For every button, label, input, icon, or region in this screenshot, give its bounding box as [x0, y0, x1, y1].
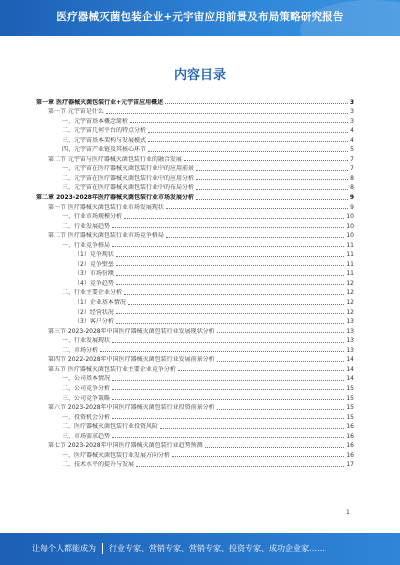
toc-entry-page: 15 [346, 384, 354, 392]
toc-entry-page: 8 [350, 174, 354, 182]
toc-leader-dots [112, 437, 344, 438]
toc-entry[interactable] [36, 306, 354, 316]
toc-entry-label: 第一节 元宇宙是什么 [48, 108, 104, 116]
toc-heading: 内容目录 [173, 68, 226, 83]
toc-leader-dots [184, 160, 348, 161]
toc-entry-page: 11 [346, 251, 354, 259]
toc-entry[interactable] [36, 335, 354, 345]
toc-entry-page: 13 [346, 327, 354, 335]
toc-entry-page: 15 [346, 404, 354, 412]
toc-entry[interactable] [36, 201, 354, 211]
toc-leader-dots [112, 227, 344, 228]
toc-leader-dots [112, 380, 344, 381]
toc-entry[interactable] [36, 134, 354, 144]
toc-leader-dots [217, 409, 345, 410]
toc-entry[interactable] [36, 220, 354, 230]
toc-entry[interactable] [36, 363, 354, 373]
toc-entry-label: 三、公司竞争策略 [62, 394, 111, 402]
toc-entry-label: 二、行业发展趋势 [62, 222, 111, 230]
toc-entry-label: 一、行业市场规模分析 [62, 213, 123, 221]
report-footer [0, 533, 400, 565]
footer-slogan [32, 543, 325, 554]
report-header [0, 0, 400, 36]
toc-entry-label: 二、行业主要企业分析 [62, 289, 123, 297]
toc-entry-page: 11 [346, 270, 354, 278]
toc-entry-page: 3 [350, 117, 354, 125]
toc-leader-dots [116, 256, 345, 257]
toc-leader-dots [116, 323, 345, 324]
toc-leader-dots [130, 122, 348, 123]
toc-entry-page: 12 [346, 308, 354, 316]
toc-entry-page: 9 [350, 203, 354, 211]
toc-entry[interactable] [36, 230, 354, 240]
toc-entry[interactable] [36, 153, 354, 163]
footer-divider [102, 543, 103, 554]
toc-entry-label: 第三节 2023-2028年中国医疗器械灭菌包装行业发展现状分析 [48, 327, 215, 335]
toc-leader-dots [196, 199, 348, 200]
toc-entry-label: 一、公司基本情况 [62, 375, 111, 383]
toc-entry[interactable] [36, 373, 354, 383]
toc-entry-page: 14 [346, 365, 354, 373]
toc-entry[interactable] [36, 421, 354, 431]
toc-entry-page: 15 [346, 413, 354, 421]
toc-entry-label: 一、投资机会分析 [62, 413, 111, 421]
footer-slogan-text: 行业专家、营销专家、营销专家、投资专家、成功企业家…… [109, 544, 325, 553]
toc-entry-page: 11 [346, 260, 354, 268]
toc-entry-page: 10 [346, 232, 354, 240]
toc-entry[interactable] [36, 382, 354, 392]
toc-entry[interactable] [36, 316, 354, 326]
toc-leader-dots [166, 237, 344, 238]
toc-entry-label: 第四节 2022-2028年中国医疗器械灭菌包装行业发展前景分析 [48, 356, 215, 364]
toc-entry[interactable] [36, 106, 354, 116]
toc-leader-dots [112, 342, 344, 343]
toc-entry-page: 11 [346, 241, 354, 249]
toc-leader-dots [116, 265, 345, 266]
toc-entry[interactable] [36, 344, 354, 354]
toc-entry[interactable] [36, 411, 354, 421]
toc-leader-dots [136, 466, 344, 467]
toc-entry-label: 二、市场分析 [62, 346, 99, 354]
toc-entry-label: 第一章 医疗器械灭菌包装行业+元宇宙应用概述 [36, 98, 164, 106]
toc-entry[interactable] [36, 287, 354, 297]
toc-leader-dots [112, 399, 344, 400]
toc-leader-dots [112, 418, 344, 419]
toc-entry-label: 第五节 医疗器械灭菌包装行业主要企业竞争分析 [48, 365, 176, 373]
toc-leader-dots [116, 313, 345, 314]
toc-entry[interactable] [36, 125, 354, 135]
table-of-contents [36, 96, 354, 468]
toc-entry[interactable] [36, 182, 354, 192]
toc-leader-dots [116, 284, 345, 285]
toc-entry-label: 第二节 医疗器械灭菌包装行业市场竞争格局 [48, 232, 164, 240]
toc-leader-dots [124, 294, 344, 295]
toc-entry-page: 12 [346, 289, 354, 297]
toc-leader-dots [124, 218, 344, 219]
toc-entry-page: 12 [346, 279, 354, 287]
toc-leader-dots [160, 428, 344, 429]
toc-leader-dots [196, 179, 348, 180]
toc-entry-page: 13 [346, 318, 354, 326]
toc-entry-page: 16 [346, 451, 354, 459]
toc-entry[interactable] [36, 296, 354, 306]
toc-entry[interactable] [36, 325, 354, 335]
toc-entry-label: 第二章 2023-2028年医疗器械灭菌包装行业市场发展分析 [36, 194, 194, 202]
toc-entry-label: 二、元宇宙在医疗器械灭菌包装行业中的应用分析 [62, 174, 195, 182]
toc-entry-page: 13 [346, 337, 354, 345]
toc-entry-label: 第六节 2023-2028年中国医疗器械灭菌包装行业投资前景分析 [48, 404, 215, 412]
toc-leader-dots [217, 332, 345, 333]
toc-entry-label: 二、元宇宙几何平台的特点分析 [62, 127, 147, 135]
toc-leader-dots [196, 189, 348, 190]
toc-leader-dots [196, 170, 348, 171]
toc-entry[interactable] [36, 392, 354, 402]
toc-entry[interactable] [36, 115, 354, 125]
toc-entry-label: 三、市场需求趋势 [62, 432, 111, 440]
toc-entry-page: 14 [346, 356, 354, 364]
toc-entry[interactable] [36, 191, 354, 201]
toc-entry-label: （1）竞争现状 [74, 251, 114, 259]
toc-entry-page: 17 [346, 461, 354, 469]
toc-leader-dots [148, 141, 348, 142]
toc-leader-dots [172, 456, 344, 457]
toc-entry-page: 13 [346, 346, 354, 354]
toc-entry[interactable] [36, 211, 354, 221]
toc-entry-label: （2）竞争壁垒 [74, 260, 114, 268]
toc-entry-page: 10 [346, 222, 354, 230]
toc-entry-page: 10 [346, 213, 354, 221]
toc-leader-dots [205, 447, 345, 448]
toc-leader-dots [112, 389, 344, 390]
toc-entry-label: 三、元宇宙基本架构与发展模式 [62, 136, 147, 144]
toc-entry-page: 3 [350, 108, 354, 116]
toc-entry[interactable] [36, 449, 354, 459]
toc-entry-page: 15 [346, 394, 354, 402]
toc-entry-page: 16 [346, 432, 354, 440]
toc-leader-dots [217, 361, 345, 362]
toc-leader-dots [166, 208, 348, 209]
toc-leader-dots [165, 103, 348, 104]
toc-entry-page: 16 [346, 423, 354, 431]
toc-entry[interactable] [36, 430, 354, 440]
page-number: 1 [346, 509, 350, 516]
toc-entry-page: 5 [350, 146, 354, 154]
toc-entry[interactable] [36, 354, 354, 364]
toc-entry[interactable] [36, 402, 354, 412]
toc-entry-page: 8 [350, 184, 354, 192]
toc-entry-label: （2）经营状况 [74, 308, 114, 316]
toc-entry-label: 二、公司竞争分析 [62, 384, 111, 392]
toc-entry-label: 三、元宇宙在医疗器械灭菌包装行业中的布局分析 [62, 184, 195, 192]
toc-entry-label: 一、元宇宙基本概念简析 [62, 117, 129, 125]
toc-entry[interactable] [36, 440, 354, 450]
toc-entry[interactable] [36, 268, 354, 278]
toc-leader-dots [112, 246, 344, 247]
toc-entry-label: （4）竞争趋势 [74, 279, 114, 287]
toc-entry-page: 7 [350, 155, 354, 163]
toc-entry[interactable] [36, 277, 354, 287]
toc-entry-page: 14 [346, 375, 354, 383]
toc-leader-dots [178, 370, 344, 371]
toc-entry-label: 二、医疗器械灭菌包装行业投资风险 [62, 423, 159, 431]
toc-entry-label: 二、技术水平的提升与发展 [62, 461, 135, 469]
toc-leader-dots [106, 113, 348, 114]
toc-entry[interactable] [36, 96, 354, 106]
toc-entry-label: 一、医疗器械灭菌包装行业发展方向分析 [62, 451, 171, 459]
toc-entry-page: 7 [350, 165, 354, 173]
toc-leader-dots [148, 151, 348, 152]
toc-entry[interactable] [36, 163, 354, 173]
toc-entry[interactable] [36, 172, 354, 182]
toc-leader-dots [148, 132, 348, 133]
toc-entry-label: （3）客户分析 [74, 318, 114, 326]
toc-entry-page: 4 [350, 127, 354, 135]
toc-entry-page: 3 [349, 98, 354, 106]
toc-entry-page: 9 [349, 194, 354, 202]
toc-entry[interactable] [36, 249, 354, 259]
toc-entry[interactable] [36, 459, 354, 469]
toc-entry-label: （3）市场份额 [74, 270, 114, 278]
report-title: 医疗器械灭菌包装企业+元宇宙应用前景及布局策略研究报告 [56, 11, 344, 23]
toc-entry-label: 第一节 医疗器械灭菌包装行业市场发展现状 [48, 203, 164, 211]
toc-entry-page: 12 [346, 299, 354, 307]
toc-leader-dots [100, 351, 344, 352]
toc-entry[interactable] [36, 239, 354, 249]
footer-slogan-lead: 让每个人都能成为 [32, 544, 96, 553]
toc-entry[interactable] [36, 258, 354, 268]
toc-entry-label: 第七节 2023-2028年中国医疗器械灭菌包装行业趋势预测 [48, 442, 203, 450]
toc-entry-label: 四、元宇宙产业链及其核心环节 [62, 146, 147, 154]
toc-entry-label: 第二节 元宇宙与医疗器械灭菌包装行业的融合发展 [48, 155, 182, 163]
toc-entry-page: 16 [346, 442, 354, 450]
toc-entry[interactable] [36, 144, 354, 154]
toc-entry-label: 一、行业发展现状 [62, 337, 111, 345]
toc-entry-label: 一、元宇宙在医疗器械灭菌包装行业中的应用前景 [62, 165, 195, 173]
toc-entry-label: （1）企业基本情况 [74, 299, 126, 307]
toc-leader-dots [128, 304, 345, 305]
toc-entry-page: 4 [350, 136, 354, 144]
toc-leader-dots [116, 275, 345, 276]
toc-entry-label: 一、行业竞争格局 [62, 241, 111, 249]
